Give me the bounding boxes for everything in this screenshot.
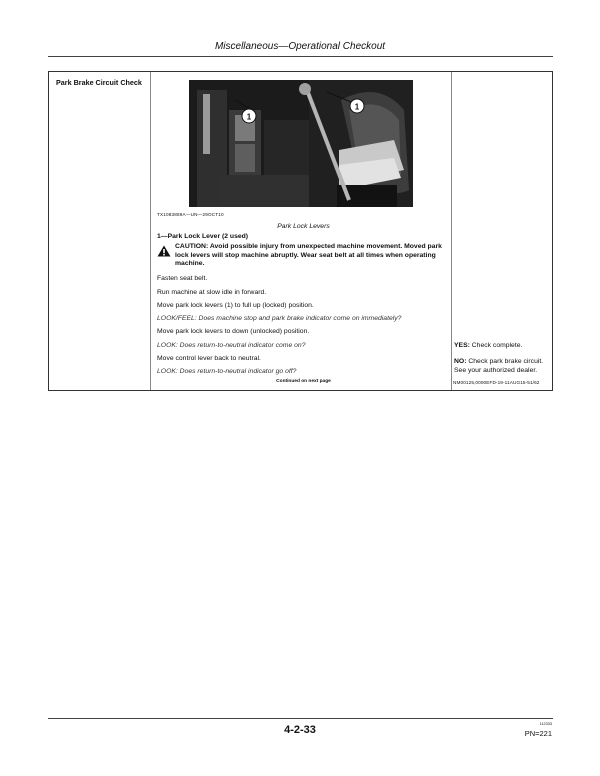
caution-text: CAUTION: Avoid possible injury from unexpected machine movement. Moved park lock levers will stop machine abruptly. Wear seat belt at all times when operating machine. — [175, 243, 442, 268]
result-yes-text: Check complete. — [471, 342, 523, 349]
result-no-label: NO: — [454, 358, 467, 365]
step-6-look: LOOK: Does return-to-neutral indicator come on? — [157, 342, 306, 349]
column-divider-right — [451, 72, 452, 390]
caution-box — [157, 243, 450, 269]
header-divider — [48, 56, 553, 57]
footer-divider — [48, 718, 553, 719]
page-header-title: Miscellaneous—Operational Checkout — [214, 41, 386, 52]
step-8-look: LOOK: Does return-to-neutral indicator go off? — [157, 368, 297, 375]
document-id: NM00125,0000EFD-19-11AUG15-51/62 — [453, 380, 540, 385]
result-yes — [454, 342, 550, 351]
footer-code: 112333 — [539, 722, 552, 726]
step-2: Run machine at slow idle in forward. — [157, 289, 267, 296]
step-3: Move park lock levers (1) to full up (locked) position. — [157, 302, 314, 309]
column-divider-left — [150, 72, 151, 390]
page-pn: PN=221 — [524, 729, 552, 738]
park-lock-levers-photo — [189, 80, 413, 207]
step-1: Fasten seat belt. — [157, 275, 208, 282]
callout-number-1-left: 1 — [246, 112, 252, 122]
result-yes-label: YES: — [454, 342, 470, 349]
step-4-look: LOOK/FEEL: Does machine stop and park brake indicator come on immediately? — [157, 315, 402, 322]
content-frame — [48, 71, 553, 391]
result-no — [454, 358, 550, 375]
section-title: Park Brake Circuit Check — [56, 78, 142, 87]
figure-code: TX1083889A—UN—29OCT10 — [157, 212, 224, 217]
warning-triangle-icon — [157, 245, 171, 257]
result-no-text: Check park brake circuit. See your authorized dealer. — [454, 358, 544, 374]
figure-caption: Park Lock Levers — [277, 223, 330, 230]
callout-label: 1—Park Lock Lever (2 used) — [157, 233, 249, 240]
step-5: Move park lock levers to down (unlocked) position. — [157, 328, 310, 335]
callout-number-1: 1 — [354, 102, 360, 112]
continued-note: Continued on next page — [276, 379, 331, 384]
page-number: 4-2-33 — [284, 724, 316, 736]
step-7: Move control lever back to neutral. — [157, 355, 261, 362]
